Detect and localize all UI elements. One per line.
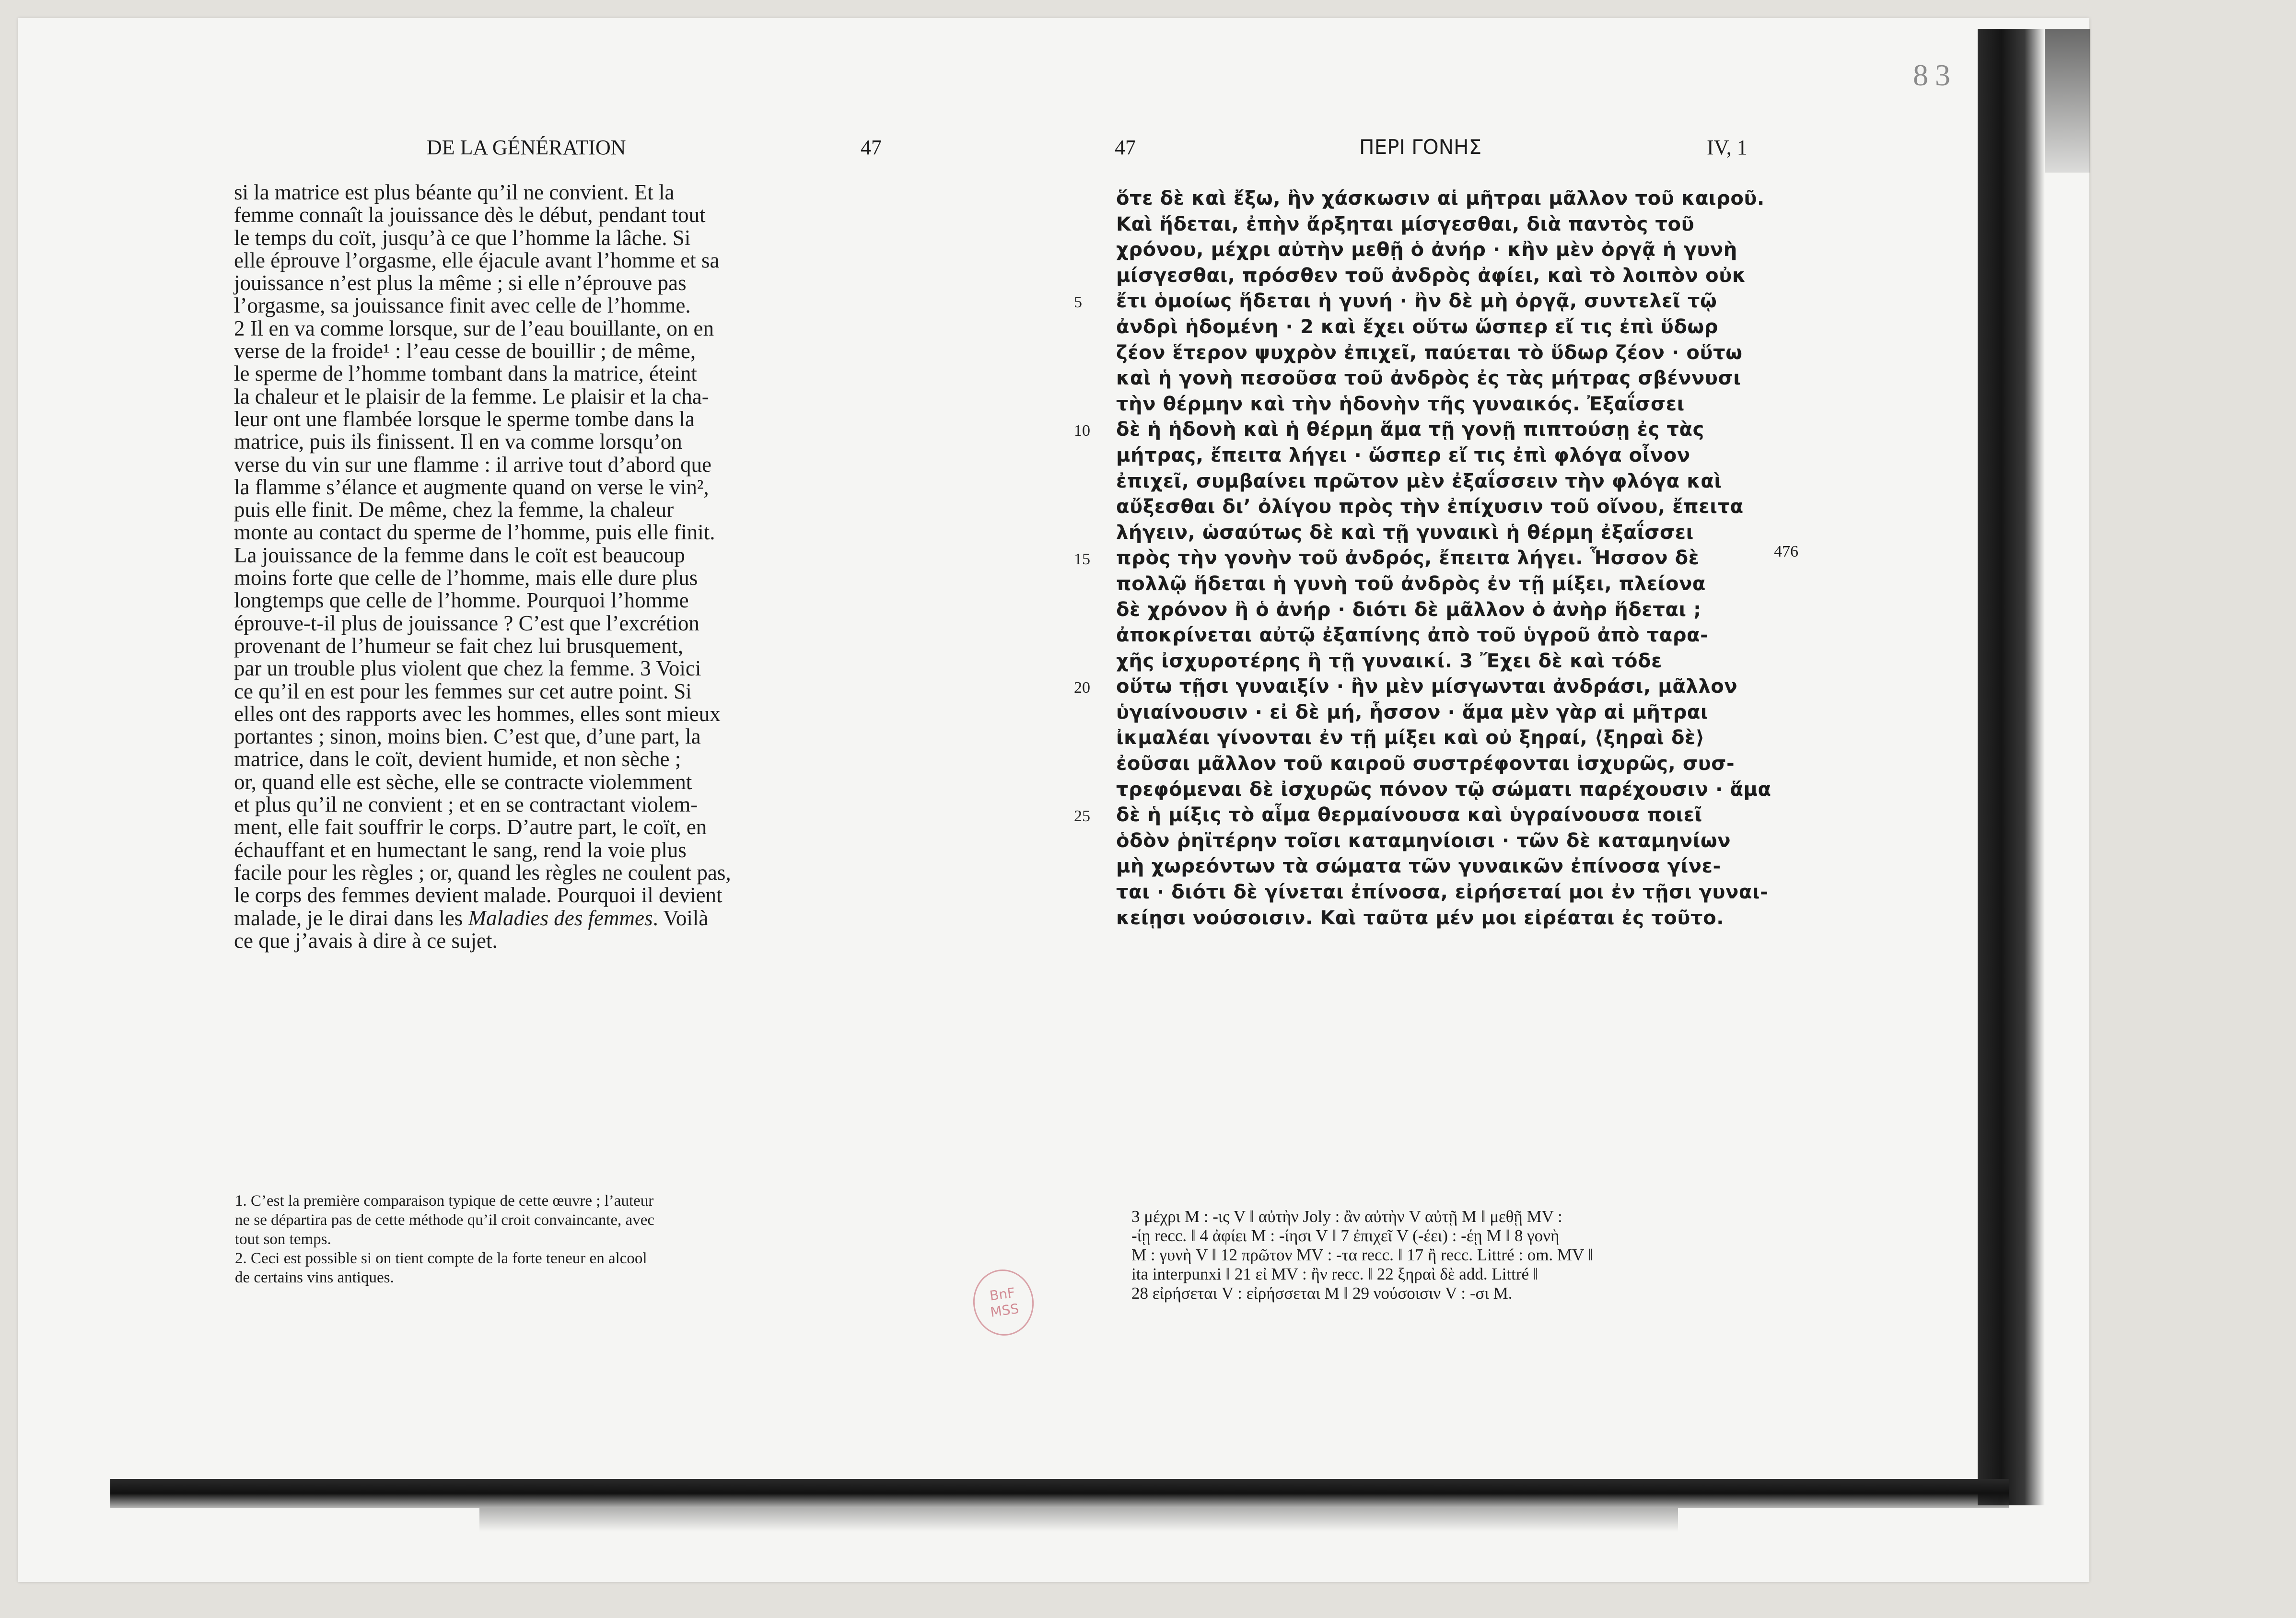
text-line: 2 Il en va comme lorsque, sur de l’eau bouillante, on en	[234, 316, 714, 340]
greek-line: μήτρας, ἔπειτα λήγει · ὥσπερ εἴ τις ἐπὶ φλόγα οἶνον	[1116, 444, 1690, 466]
text-line: moins forte que celle de l’homme, mais elle dure plus	[234, 566, 698, 590]
text-line: éprouve-t-il plus de jouissance ? C’est que l’excrétion	[234, 611, 699, 635]
greek-line: ὁδὸν ῥηϊτέρην τοῖσι καταμηνίοισι · τῶν δὲ καταμηνίων	[1116, 829, 1731, 852]
greek-line: κείῃσι νούσοισιν. Καὶ ταῦτα μέν μοι εἰρέαται ἐς τοῦτο.	[1116, 907, 1724, 929]
text-line: la chaleur et le plaisir de la femme. Le plaisir et la cha-	[234, 384, 709, 408]
right-page-number: 47	[1115, 136, 1136, 159]
footnote-line: 2. Ceci est possible si on tient compte de la forte teneur en alcool	[235, 1250, 647, 1267]
left-running-title: DE LA GÉNÉRATION	[427, 136, 626, 159]
greek-line: αὔξεσθαι δι’ ὀλίγου πρὸς τὴν ἐπίχυσιν τοῦ οἴνου, ἔπειτα	[1116, 496, 1744, 518]
apparatus-line: 3 μέχρι M : -ις V ‖ αὐτὴν Joly : ἂν αὐτὴν V αὐτῇ M ‖ μεθῇ MV :	[1131, 1207, 1562, 1226]
greek-line: οὕτω τῇσι γυναιξίν · ἢν μὲν μίσγωνται ἀνδράσι, μᾶλλον	[1116, 675, 1738, 698]
greek-line: πρὸς τὴν γονὴν τοῦ ἀνδρός, ἔπειτα λήγει. Ἧσσον δὲ	[1116, 547, 1700, 570]
greek-line: ἔτι ὁμοίως ἥδεται ἡ γυνή · ἢν δὲ μὴ ὀργᾷ, συντελεῖ τῷ	[1116, 290, 1717, 313]
greek-line: ἀποκρίνεται αὐτῷ ἐξαπίνης ἀπὸ τοῦ ὑγροῦ ἀπὸ ταρα-	[1116, 624, 1709, 647]
left-page-number: 47	[861, 136, 882, 159]
greek-line: πολλῷ ἥδεται ἡ γυνὴ τοῦ ἀνδρὸς ἐν τῇ μίξει, πλείονα	[1116, 572, 1706, 595]
greek-line: δὲ ἡ ἡδονὴ καὶ ἡ θέρμη ἅμα τῇ γονῇ πιπτούσῃ ἐς τὰς	[1116, 419, 1704, 441]
text-line: échauffant et en humectant le sang, rend la voie plus	[234, 838, 687, 862]
line-number: 5	[1074, 293, 1082, 312]
greek-line: καὶ ἡ γονὴ πεσοῦσα τοῦ ἀνδρὸς ἐς τὰς μήτρας σβέννυσι	[1116, 367, 1741, 390]
line-number: 10	[1074, 422, 1090, 440]
text-line: elle éprouve l’orgasme, elle éjacule avant l’homme et sa	[234, 248, 720, 272]
text-line: elles ont des rapports avec les hommes, elles sont mieux	[234, 701, 721, 726]
text-line: monte au contact du sperme de l’homme, puis elle finit.	[234, 520, 715, 545]
text-line: matrice, puis ils finissent. Il en va comme lorsqu’on	[234, 430, 682, 454]
greek-line: ἀνδρὶ ἡδομένη · 2 καὶ ἔχει οὕτω ὥσπερ εἴ τις ἐπὶ ὕδωρ	[1116, 315, 1718, 338]
text-line: la flamme s’élance et augmente quand on verse le vin²,	[234, 475, 709, 499]
text-line: puis elle finit. De même, chez la femme, la chaleur	[234, 498, 674, 522]
greek-line: ὅτε δὲ καὶ ἔξω, ἢν χάσκωσιν αἱ μῆτραι μᾶλλον τοῦ καιροῦ.	[1116, 187, 1765, 210]
text-line: si la matrice est plus béante qu’il ne convient. Et la	[234, 180, 675, 204]
text-line: verse du vin sur une flamme : il arrive tout d’abord que	[234, 452, 711, 477]
greek-line: ἐοῦσαι μᾶλλον τοῦ καιροῦ συστρέφονται ἰσχυρῶς, συσ-	[1116, 753, 1735, 775]
text-line: ce qu’il en est pour les femmes sur cet autre point. Si	[234, 679, 692, 703]
footnote-line: tout son temps.	[235, 1231, 331, 1248]
greek-line: τὴν θέρμην καὶ τὴν ἡδονὴν τῆς γυναικός. Ἐξαΐσσει	[1116, 393, 1685, 415]
folio-number: 83	[1913, 58, 1957, 92]
scan-smudge-right	[2045, 29, 2090, 173]
greek-line: ἐπιχεῖ, συμβαίνει πρῶτον μὲν ἐξαΐσσειν τὴν φλόγα καὶ	[1116, 470, 1722, 492]
greek-line: λήγειν, ὡσαύτως δὲ καὶ τῇ γυναικὶ ἡ θέρμη ἐξαΐσσει	[1116, 521, 1694, 544]
text-line: La jouissance de la femme dans le coït est beaucoup	[234, 543, 685, 567]
text-line: jouissance n’est plus la même ; si elle n’éprouve pas	[234, 271, 687, 295]
scan-smudge-bottom	[479, 1508, 1678, 1532]
greek-line: δὲ χρόνον ἢ ὁ ἀνήρ · διότι δὲ μᾶλλον ὁ ἀνὴρ ἥδεται ;	[1116, 598, 1702, 621]
stamp-line-1: BnF	[988, 1284, 1016, 1304]
text-line: et plus qu’il ne convient ; et en se contractant violem-	[234, 792, 698, 817]
scan-shadow-right	[1978, 29, 2045, 1505]
text-line: par un trouble plus violent que chez la femme. 3 Voici	[234, 656, 701, 681]
greek-line: μὴ χωρεόντων τὰ σώματα τῶν γυναικῶν ἐπίνοσα γίνε-	[1116, 855, 1721, 878]
text-line: provenant de l’humeur se fait chez lui brusquement,	[234, 633, 684, 658]
right-running-title: ΠΕΡΙ ΓΟΝΗΣ	[1359, 135, 1482, 159]
text-line: or, quand elle est sèche, elle se contracte violemment	[234, 769, 692, 794]
text-line: l’orgasme, sa jouissance finit avec celle de l’homme.	[234, 293, 691, 318]
text-line: verse de la froide¹ : l’eau cesse de bouillir ; de même,	[234, 339, 696, 363]
line-number: 20	[1074, 679, 1090, 697]
footnote-line: 1. C’est la première comparaison typique de cette œuvre ; l’auteur	[235, 1192, 654, 1210]
greek-line: χρόνου, μέχρι αὐτὴν μεθῇ ὁ ἀνήρ · κἢν μὲν ὀργᾷ ἡ γυνὴ	[1116, 239, 1737, 261]
text-line: matrice, dans le coït, devient humide, et non sèche ;	[234, 747, 681, 771]
text-line: le corps des femmes devient malade. Pourquoi il devient	[234, 883, 723, 908]
text-line: facile pour les règles ; or, quand les règles ne coulent pas,	[234, 860, 731, 885]
greek-line: Καὶ ἥδεται, ἐπὴν ἄρξηται μίσγεσθαι, διὰ παντὸς τοῦ	[1116, 213, 1695, 235]
greek-line: ὑγιαίνουσιν · εἰ δὲ μή, ἧσσον · ἅμα μὲν γὰρ αἱ μῆτραι	[1116, 701, 1709, 723]
text-line: le temps du coït, jusqu’à ce que l’homme la lâche. Si	[234, 225, 691, 250]
greek-line: χῆς ἰσχυροτέρης ἢ τῇ γυναικί. 3 Ἔχει δὲ καὶ τόδε	[1116, 650, 1663, 672]
apparatus-criticus	[1131, 1207, 1750, 1303]
apparatus-line: -ίῃ recc. ‖ 4 ἀφίει M : -ίησι V ‖ 7 ἐπιχεῖ V (-έει) : -έῃ M ‖ 8 γονὴ	[1131, 1226, 1560, 1245]
text-line: femme connaît la jouissance dès le début, pendant tout	[234, 203, 706, 227]
footnote-line: ne se départira pas de cette méthode qu’il croit convaincante, avec	[235, 1211, 654, 1229]
margin-page-number: 476	[1774, 543, 1798, 560]
apparatus-line: ita interpunxi ‖ 21 εἰ MV : ἢν recc. ‖ 22 ξηραὶ δὲ add. Littré ‖	[1131, 1265, 1538, 1283]
stamp-line-2: MSS	[989, 1300, 1020, 1320]
apparatus-line: M : γυνὴ V ‖ 12 πρῶτον MV : -τα recc. ‖ 17 ἢ recc. Littré : om. MV ‖	[1131, 1246, 1593, 1264]
text-line: malade, je le dirai dans les Maladies des femmes. Voilà	[234, 906, 709, 930]
text-line: longtemps que celle de l’homme. Pourquoi l’homme	[234, 588, 689, 613]
greek-line: ζέον ἕτερον ψυχρὸν ἐπιχεῖ, παύεται τὸ ὕδωρ ζέον · οὕτω	[1116, 341, 1743, 364]
greek-line: μίσγεσθαι, πρόσθεν τοῦ ἀνδρὸς ἀφίει, καὶ τὸ λοιπὸν οὐκ	[1116, 264, 1746, 287]
greek-line: ἰκμαλέαι γίνονται ἐν τῇ μίξει καὶ οὐ ξηραί, ⟨ξηραὶ δὲ⟩	[1116, 727, 1705, 749]
line-number: 25	[1074, 807, 1090, 826]
footnote-line: de certains vins antiques.	[235, 1269, 394, 1286]
text-line: leur ont une flambée lorsque le sperme tombe dans la	[234, 407, 695, 431]
greek-line: τρεφόμεναι δὲ ἰσχυρῶς πόνον τῷ σώματι παρέχουσιν · ἅμα	[1116, 778, 1772, 801]
text-line: ment, elle fait souffrir le corps. D’autre part, le coït, en	[234, 815, 707, 839]
french-translation-text	[234, 181, 886, 952]
scan-shadow-bottom	[110, 1479, 2009, 1508]
line-number: 15	[1074, 550, 1090, 569]
footnotes	[235, 1191, 887, 1287]
apparatus-line: 28 εἰρήσεται V : εἰρήσσεται M ‖ 29 νούσοισιν V : -σι M.	[1131, 1284, 1513, 1303]
text-line: ce que j’avais à dire à ce sujet.	[234, 928, 498, 953]
right-section-ref: IV, 1	[1707, 136, 1748, 159]
text-line: le sperme de l’homme tombant dans la matrice, éteint	[234, 361, 697, 386]
text-line: portantes ; sinon, moins bien. C’est que, d’une part, la	[234, 724, 701, 749]
greek-line: δὲ ἡ μίξις τὸ αἷμα θερμαίνουσα καὶ ὑγραίνουσα ποιεῖ	[1116, 804, 1702, 826]
greek-text	[1116, 186, 1772, 931]
greek-line: ται · διότι δὲ γίνεται ἐπίνοσα, εἰρήσεταί μοι ἐν τῇσι γυναι-	[1116, 881, 1769, 904]
